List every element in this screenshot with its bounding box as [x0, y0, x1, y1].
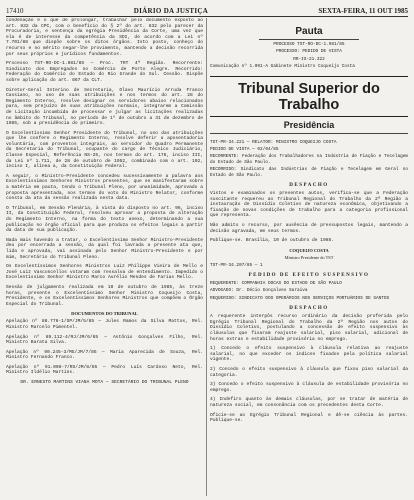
block2-lines: [210, 281, 408, 301]
paragraph: Publique-se. Brasília, 10 de outubro de 1985.: [210, 238, 335, 244]
pauta-title: Pauta: [295, 26, 323, 37]
block2-heading: PEDIDO DE EFEITO SUSPENSIVO: [248, 273, 370, 279]
paragraph: Sessão de julgamento realizada em 10 de outubro de 1985, às treze horas, presente o Excelentíssimo Senhor Ministro Coqueijo Costa, Presidente, e os Excelentíssimos Senhores Ministros que compõem o Órgão Especial do Tribunal.: [6, 284, 203, 307]
right-column: [210, 18, 408, 496]
list-item: Apelação nº 89.112-4/RJ/JM/6/85 — Antônio Gonçalves Filho, Rel. Ministro Barata Silva.: [6, 334, 203, 346]
block-line: ADVOGADO: Dr. Décio Gonçalves Saraiva: [210, 288, 308, 294]
paragraph: Vistos e examinados os presentes autos, verifica-se que a Federação suscitante requereu ao Tribunal Regional do Trabalho da 2ª Região a instauração de Dissídio Coletivo de natureza econômica, objetivando a fixação de novas condições de trabalho para a categoria profissional que representa.: [210, 191, 408, 219]
paragraph: O Tribunal, em Sessão Plenária, à vista do disposto no art. 96, inciso II, da Constituição Federal, resolveu aprovar a proposta de alteração do Regimento Interno, na forma do texto anexo, determinando a sua publicação no órgão oficial para que produza os efeitos legais a partir da data de sua publicação.: [6, 205, 203, 234]
paragraph: Nada mais havendo a tratar, o Excelentíssimo Senhor Ministro-Presidente deu por encerrada a sessão, da qual foi lavrada a presente ata que, lida e aprovada, vai assinada pelo Senhor Ministro-Presidente e por mim, Secretário do Tribunal Pleno.: [6, 237, 203, 260]
list-item: Apelação nº 88.776-1/SP/JM/5/85 — Jules Ramos da Silva Mattos, Rel. Ministro Marcelo Pimentel.: [6, 319, 203, 330]
paragraph: Não admito o recurso, por ausência de pressupostos legais, mantendo a decisão agravada, em seus termos.: [210, 223, 408, 234]
signature-title: Ministro Presidente do TST: [284, 255, 334, 261]
paragraph: 4) Indefiro quanto às demais cláusulas, por se tratar de matéria de natureza social, em consonância com os precedentes desta Corte.: [210, 397, 408, 408]
paragraph: 2) Concedo o efeito suspensivo à cláusula que fixou piso salarial da categoria.: [210, 367, 408, 378]
left-column: [6, 18, 203, 496]
despacho-paragraphs: [210, 191, 408, 244]
paragraph: Processo TST-RO-DC-1.981/85 — Proc. TRT 4ª Região. Recorrente: Sindicato dos Empregados no Comércio de Porto Alegre. Recorrido: Federação do Comércio do Estado do Rio Grande do Sul. Cessão. Dispõe sobre aplicação do art. 867 da CLT.: [6, 61, 203, 83]
paragraph: Os Excelentíssimos Senhores Ministros Luiz Philippe Vieira de Mello e José Luiz Vasconcellos votaram com ressalva de entendimento. Impedido o Excelentíssimo Senhor Ministro Marco Aurélio Mendes de Farias Mello.: [6, 264, 203, 281]
block-line: RECORRENTE: Federação dos Trabalhadores na Indústria de Fiação e Tecelagem do Estado de São Paulo.: [210, 154, 408, 165]
pauta-box: [249, 26, 369, 40]
despacho2-paragraphs: [210, 314, 408, 424]
case-list: [6, 319, 203, 376]
column-divider: [206, 18, 207, 496]
list-item: Apelação nº 90.245-3/MG/JM/7/85 — Maria Aparecida de Souza, Rel. Ministro Fernando Franco.: [6, 349, 203, 361]
paragraph: condenação e o que de prolongar, trabalhar pelo documento exposto ao art. 832 da CPC, com o benefício do § 2º do art. 832 pelo parecer da Procuradoria, e sentença da egrégia Presidência da Corte, uma vez que ela é de interesse da competência da SDI, de acordo com a Lei nº 7.701/88 que dispõe sobre os ditos órgãos. Isto posto, conheço do recurso e no mérito negar-lhe provimento, mantendo a decisão recorrida por seus próprios e jurídicos fundamentos.: [6, 18, 203, 57]
court-name: Tribunal Superior do Trabalho: [210, 76, 408, 117]
publication-title: DIÁRIO DA JUSTIÇA: [133, 7, 209, 15]
block-line: REQUERENTE: COMPANHIA DOCAS DO ESTADO DE SÃO PAULO: [210, 281, 342, 287]
page-number: 17410: [6, 7, 24, 15]
paragraph: O Excelentíssimo Senhor Presidente do Tribunal, no uso das atribuições que lhe confere o Regimento Interno, resolve deferir a aposentadoria voluntária, com proventos integrais, ao servidor do Quadro Permanente da Secretaria do Tribunal, ocupante do cargo de Técnico Judiciário, Classe Especial, Referência NS-25, nos termos do art. 176, inciso III, da Lei nº 1.711, de 28 de outubro de 1952, combinado com o art. 102, inciso I, alínea a, da Constituição Federal.: [6, 130, 203, 170]
paragraph: Diretor-Geral Interino de Secretaria, Olavo Maurício Arruda Franco Cassiano, no uso de suas atribuições e nos termos do art. 28 do Regimento Interno, resolve designar os servidores abaixo relacionados para, sem prejuízo de suas atribuições normais, integrarem a Comissão de Licitação incumbida de processar e julgar as licitações realizadas no âmbito do Tribunal, no período de 1º de outubro a 31 de dezembro de 1985, sob a presidência do primeiro.: [6, 87, 203, 127]
paragraph: A requerente interpôs recurso ordinário da decisão proferida pelo Egrégio Tribunal Regional do Trabalho da 2ª Região nos autos do Dissídio Coletivo, postulando a concessão de efeito suspensivo às cláusulas que fixaram reajuste salarial, piso salarial, adicional de horas extras e estabilidade provisória no emprego.: [210, 314, 408, 342]
pauta-rule: [259, 39, 359, 40]
block1-lines: [210, 147, 408, 178]
publication-date: SEXTA-FEIRA, 11 OUT 1985: [318, 7, 408, 15]
block-line: REQUERIDO: SINDICATO DOS OPERÁRIOS NOS SERVIÇOS PORTUÁRIOS DE SANTOS: [210, 295, 390, 301]
despacho2-title: DESPACHO: [289, 306, 329, 312]
pauta-lines: [210, 42, 408, 62]
paragraph: 1) Concedo o efeito suspensivo à cláusula relativa ao reajuste salarial, no que exceder os índices fixados pela política salarial vigente.: [210, 346, 408, 363]
left-footer: DR. ERNESTO MARTINS VIANA MOTA — SECRETÁRIO DO TRIBUNAL PLENO: [20, 380, 189, 386]
pauta-line: RR-IS-21.322: [293, 56, 325, 62]
left-paragraphs: [6, 18, 203, 307]
list-heading: DOCUMENTOS DO TRIBUNAL: [71, 311, 138, 317]
paragraph: 3) Concedo o efeito suspensivo à cláusula de estabilidade provisória no emprego.: [210, 382, 408, 393]
page-header: [6, 3, 408, 17]
paragraph: A seguir, o Ministro-Presidente concedeu sucessivamente a palavra aos Excelentíssimos Senhores Ministros presentes, que se manifestaram sobre a matéria em pauta, tendo o Tribunal Pleno, por unanimidade, aprovado a proposta apresentada, nos termos do voto do Ministro Relator, conforme consta da ata da sessão realizada nesta data.: [6, 173, 203, 202]
signature-name: COQUEIJO COSTA: [289, 247, 329, 253]
block2-intro: TST-PR-34.207/85 — 1: [210, 262, 263, 268]
pauta-note: Comunicação nº 1.091-A Gabinete Ministro Coqueijo Costa: [210, 64, 355, 70]
section-name: Presidência: [210, 120, 408, 134]
list-item: Apelação nº 91.008-7/RS/JM/8/85 — Pedro Luís Cardoso Neto, Rel. Ministro Ildélio Martins.: [6, 364, 203, 376]
pauta-line: PROCESSO TST-RO-DC-1.981/85: [273, 42, 345, 47]
block-line: RECORRIDO: Sindicato das Indústrias de Fiação e Tecelagem em Geral no Estado de São Paulo.: [210, 167, 408, 178]
despacho-title: DESPACHO: [289, 183, 329, 189]
pauta-line: PROCESSO: PEDIDO DE VISTA: [276, 49, 342, 55]
block-line: PEDIDO DE VISTA — 02/04/85: [210, 147, 279, 153]
block1-intro: TST-PR-34.221 — RELATOR: MINISTRO COQUEIJO COSTA: [210, 139, 337, 145]
paragraph: Oficie-se ao Egrégio Tribunal Regional e dê-se ciência às partes. Publique-se.: [210, 412, 408, 424]
